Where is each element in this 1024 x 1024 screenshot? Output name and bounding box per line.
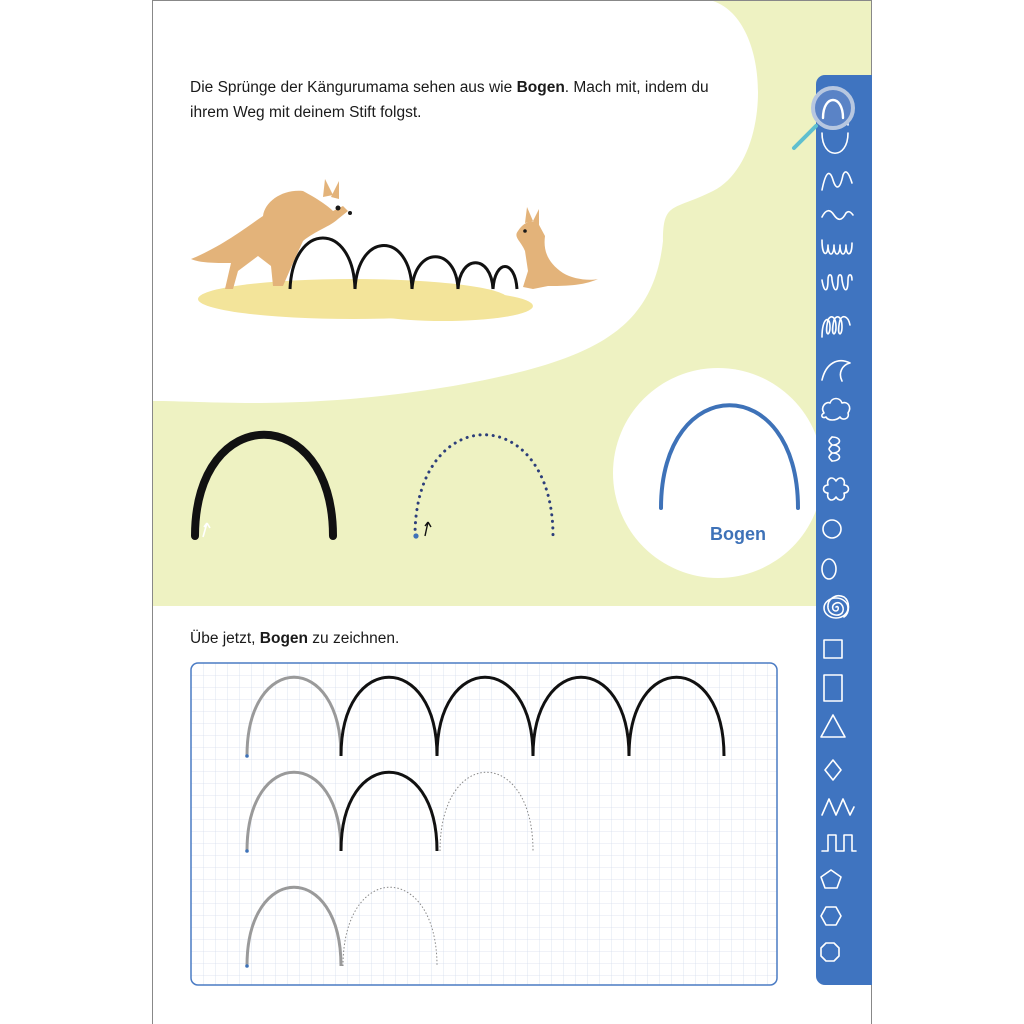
vertical-loop-icon[interactable]: [829, 437, 840, 461]
magnifier-icon: [790, 86, 860, 156]
pentagon-icon[interactable]: [821, 870, 841, 888]
wave-icon[interactable]: [822, 172, 852, 190]
spiral-icon[interactable]: [824, 596, 849, 618]
square-icon[interactable]: [824, 640, 842, 658]
square-wave-icon[interactable]: [822, 835, 856, 851]
practice-grid: [191, 663, 777, 985]
loop-icon[interactable]: [822, 275, 852, 290]
hexagon-icon[interactable]: [821, 907, 841, 925]
octagon-icon[interactable]: [821, 943, 839, 961]
zigzag-icon[interactable]: [822, 799, 854, 815]
practice-instruction: Übe jetzt, Bogen zu zeichnen.: [190, 630, 400, 647]
shape-index-sidebar: [816, 75, 872, 985]
shape-label: Bogen: [710, 524, 766, 544]
big-loop-icon[interactable]: [822, 317, 850, 337]
flower-icon[interactable]: [824, 478, 849, 500]
garland-icon[interactable]: [822, 240, 852, 254]
small-wave-icon[interactable]: [822, 211, 853, 220]
triangle-icon[interactable]: [821, 715, 845, 737]
hook-icon[interactable]: [822, 361, 850, 381]
white-circle: [613, 368, 823, 578]
rectangle-icon[interactable]: [824, 675, 842, 701]
oval-icon[interactable]: [822, 559, 836, 579]
intro-text: Die Sprünge der Kängurumama sehen aus wie Bogen. Mach mit, indem du ihrem Weg mit deinem Stift folgst.: [190, 79, 709, 121]
diamond-icon[interactable]: [825, 760, 841, 780]
background-shapes: [153, 1, 872, 1024]
cloud-icon[interactable]: [822, 399, 850, 421]
worksheet-page: [152, 0, 872, 1024]
circle-icon[interactable]: [823, 520, 841, 538]
